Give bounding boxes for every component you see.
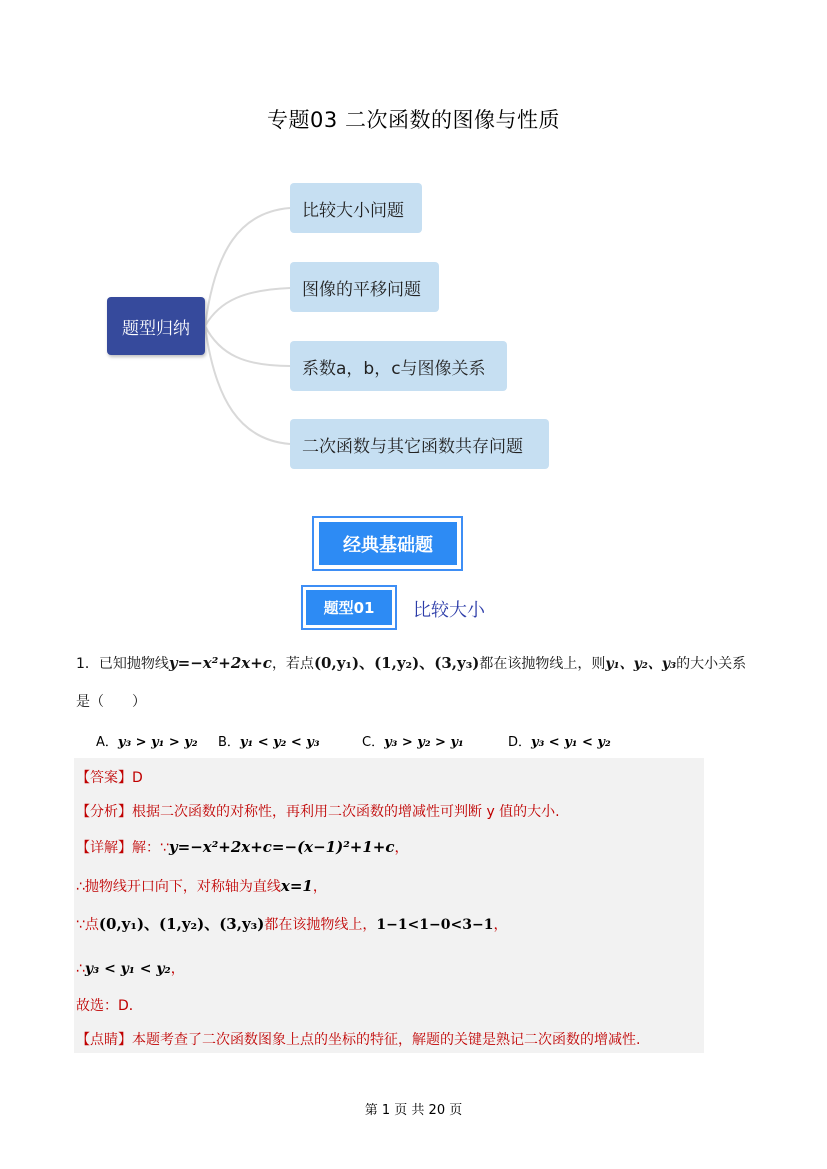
comment-tag: 【点睛】 <box>76 1032 132 1048</box>
comment-line: 【点睛】本题考查了二次函数图象上点的坐标的特征，解题的关键是熟记二次函数的增减性. <box>76 1032 641 1048</box>
option-a: A．y₃ > y₁ > y₂ <box>96 735 198 750</box>
question-equation: y=−x²+2x+c <box>168 654 272 672</box>
type-tag: 题型01 <box>306 590 392 625</box>
detail-line-4: ∴y₃ < y₁ < y₂， <box>76 961 185 977</box>
analysis-line: 【分析】根据二次函数的对称性，再利用二次函数的增减性可判断 y 值的大小. <box>76 804 560 820</box>
option-b: B．y₁ < y₂ < y₃ <box>218 735 320 750</box>
page-title: 专题03 二次函数的图像与性质 <box>267 108 560 132</box>
option-d: D．y₃ < y₁ < y₂ <box>508 735 611 750</box>
mindmap-branch-translation: 图像的平移问题 <box>290 262 439 312</box>
option-c: C．y₃ > y₂ > y₁ <box>362 735 464 750</box>
analysis-tag: 【分析】 <box>76 804 132 820</box>
detail-line-1: 【详解】解：∵y=−x²+2x+c=−(x−1)²+1+c， <box>76 838 409 856</box>
choice-line: 故选：D． <box>76 998 143 1014</box>
question-points: (0,y₁)、(1,y₂)、(3,y₃) <box>313 654 480 672</box>
section-banner: 经典基础题 <box>319 522 457 565</box>
answer-value: D <box>132 770 143 786</box>
question-stem: 1．已知抛物线y=−x²+2x+c，若点(0,y₁)、(1,y₂)、(3,y₃)都在该抛物线上，则y₁、y₂、y₃的大小关系 <box>76 654 747 672</box>
detail-line-3: ∵点(0,y₁)、(1,y₂)、(3,y₃)都在该抛物线上，1−1<1−0<3−1， <box>76 915 508 933</box>
connector-2 <box>205 288 290 326</box>
question-vars: y₁、y₂、y₃ <box>605 656 677 672</box>
type-title: 比较大小 <box>413 600 485 621</box>
connector-3 <box>205 326 290 366</box>
question-line2: 是（ ） <box>76 694 146 710</box>
detail-line-2: ∴抛物线开口向下，对称轴为直线x=1， <box>76 877 327 895</box>
mindmap-branch-compare: 比较大小问题 <box>290 183 422 233</box>
mindmap-branch-coefficients: 系数a，b，c与图像关系 <box>290 341 507 391</box>
connector-1 <box>205 208 290 326</box>
mindmap-branch-coexistence: 二次函数与其它函数共存问题 <box>290 419 549 469</box>
page-footer: 第 1 页 共 20 页 <box>364 1103 463 1118</box>
answer-tag: 【答案】 <box>76 770 132 786</box>
question-number: 1． <box>76 656 99 672</box>
answer-line <box>76 767 143 787</box>
detail-tag: 【详解】 <box>76 840 132 856</box>
mindmap-root: 题型归纳 <box>107 297 205 355</box>
